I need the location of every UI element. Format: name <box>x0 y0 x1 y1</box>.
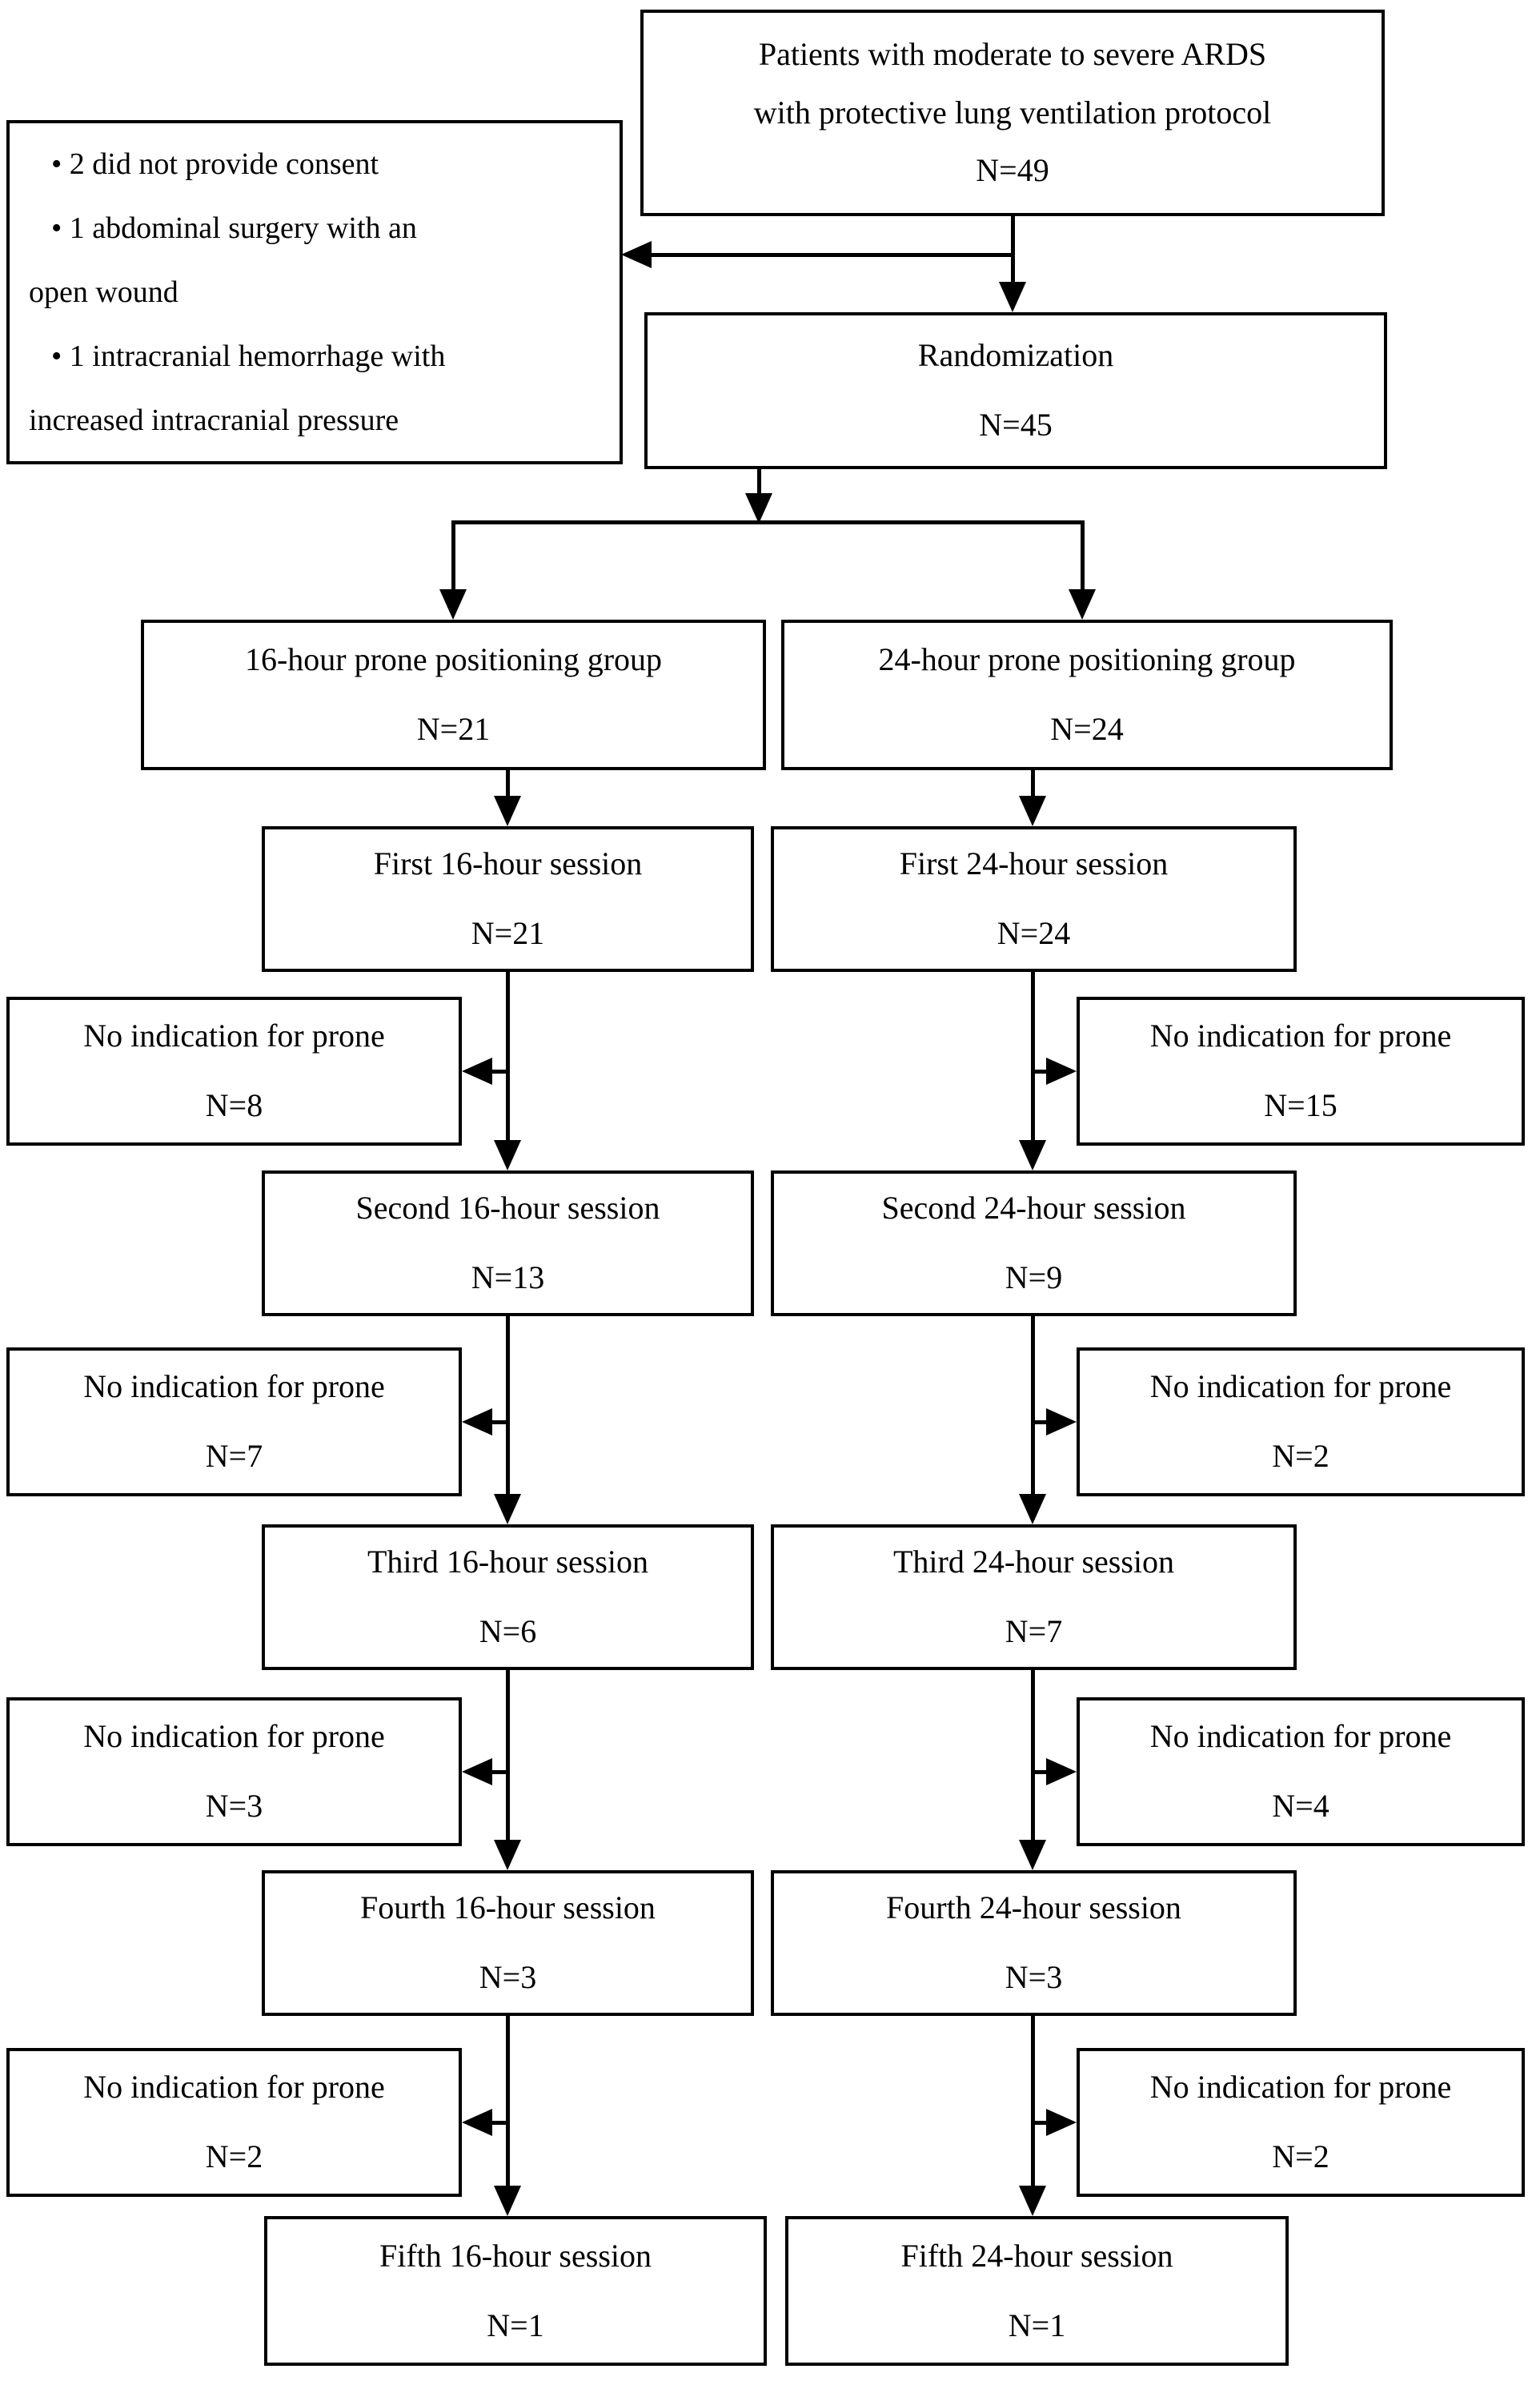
dropout-16h-2-label: No indication for prone <box>83 1368 385 1405</box>
session-box-24h-second <box>771 1170 1297 1316</box>
connector-enrollment-randomization <box>1011 216 1015 285</box>
connector-branch-group-24h <box>1081 520 1085 592</box>
session-box-24h-fourth <box>771 1870 1297 2016</box>
group-16h-count: N=21 <box>416 711 491 747</box>
dropout-24h-4-count: N=2 <box>1272 2138 1329 2174</box>
randomization-count: N=45 <box>979 407 1053 443</box>
exclusion-item-1: • 2 did not provide consent <box>51 147 379 181</box>
arrowhead-into-third-16h <box>494 1494 521 1524</box>
session-box-24h-third <box>771 1524 1297 1670</box>
enrollment-box <box>640 10 1385 216</box>
arrowhead-into-exclusion <box>621 241 652 268</box>
exclusion-item-3-cont: increased intracranial pressure <box>29 404 399 437</box>
connector-branch-group-16h <box>451 520 455 592</box>
session-box-16h-fourth <box>262 1870 754 2016</box>
dropout-box-24h-1 <box>1077 997 1525 1146</box>
arrowhead-into-second-24h <box>1019 1140 1046 1170</box>
dropout-24h-3-count: N=4 <box>1272 1788 1329 1824</box>
dropout-box-16h-4 <box>6 2048 462 2197</box>
session-16h-fifth-label: Fifth 16-hour session <box>379 2237 652 2274</box>
session-24h-second-label: Second 24-hour session <box>881 1190 1186 1227</box>
group-box-16h <box>141 620 766 770</box>
group-24h-label: 24-hour prone positioning group <box>878 641 1296 678</box>
session-24h-third-label: Third 24-hour session <box>892 1544 1175 1580</box>
dropout-box-24h-3 <box>1077 1697 1525 1846</box>
session-24h-first-label: First 24-hour session <box>899 845 1169 882</box>
dropout-16h-4-label: No indication for prone <box>83 2069 385 2106</box>
connector-24h-first-second <box>1031 972 1035 1142</box>
session-16h-fourth-label: Fourth 16-hour session <box>360 1889 656 1926</box>
exclusion-item-3: • 1 intracranial hemorrhage with <box>51 339 446 373</box>
dropout-16h-3-count: N=3 <box>205 1788 263 1824</box>
dropout-16h-2-count: N=7 <box>205 1438 263 1474</box>
session-24h-first-count: N=24 <box>997 915 1071 951</box>
connector-dropout-16h-2 <box>491 1420 510 1424</box>
arrowhead-into-dropout-24h-1 <box>1046 1058 1077 1085</box>
arrowhead-into-group-16h <box>439 589 467 620</box>
arrowhead-into-second-16h <box>494 1140 521 1170</box>
enrollment-count: N=49 <box>976 152 1049 189</box>
randomization-label: Randomization <box>917 337 1114 374</box>
session-24h-second-count: N=9 <box>1005 1259 1063 1295</box>
exclusion-box <box>6 120 623 464</box>
arrowhead-into-dropout-16h-2 <box>462 1408 492 1435</box>
group-16h-label: 16-hour prone positioning group <box>244 641 663 678</box>
session-24h-fifth-count: N=1 <box>1008 2307 1066 2343</box>
session-16h-fifth-count: N=1 <box>487 2307 544 2343</box>
connector-group-first-24h <box>1031 770 1035 799</box>
dropout-box-16h-3 <box>6 1697 462 1846</box>
branch-line <box>451 520 1085 524</box>
session-16h-fourth-count: N=3 <box>479 1959 537 1995</box>
arrowhead-onto-branch <box>745 493 772 524</box>
connector-16h-first-second <box>506 972 510 1142</box>
group-24h-count: N=24 <box>1050 711 1124 747</box>
dropout-16h-1-label: No indication for prone <box>83 1018 385 1054</box>
session-box-16h-third <box>262 1524 754 1670</box>
arrowhead-into-fifth-16h <box>494 2186 521 2216</box>
session-16h-first-label: First 16-hour session <box>373 845 643 882</box>
arrowhead-into-dropout-24h-2 <box>1046 1408 1077 1435</box>
connector-dropout-16h-1 <box>491 1070 510 1074</box>
dropout-16h-4-count: N=2 <box>205 2138 263 2174</box>
arrowhead-into-dropout-24h-3 <box>1046 1758 1077 1785</box>
session-box-16h-fifth <box>264 2216 767 2366</box>
session-24h-third-count: N=7 <box>1005 1613 1063 1649</box>
connector-16h-second-third <box>506 1316 510 1496</box>
dropout-24h-3-label: No indication for prone <box>1149 1718 1452 1755</box>
randomization-box <box>644 312 1387 469</box>
connector-dropout-16h-3 <box>491 1770 510 1774</box>
exclusion-item-2-cont: open wound <box>29 275 178 309</box>
exclusion-item-2: • 1 abdominal surgery with an <box>51 211 417 245</box>
dropout-24h-2-count: N=2 <box>1272 1438 1329 1474</box>
connector-24h-third-fourth <box>1031 1670 1035 1841</box>
connector-16h-fourth-fifth <box>506 2016 510 2187</box>
session-16h-second-label: Second 16-hour session <box>355 1190 660 1227</box>
arrowhead-into-dropout-16h-3 <box>462 1758 492 1785</box>
session-16h-first-count: N=21 <box>471 915 545 951</box>
connector-16h-third-fourth <box>506 1670 510 1841</box>
session-16h-third-label: Third 16-hour session <box>367 1544 649 1580</box>
arrowhead-into-fourth-16h <box>494 1840 521 1870</box>
dropout-16h-1-count: N=8 <box>205 1087 263 1123</box>
group-box-24h <box>781 620 1393 770</box>
session-24h-fourth-label: Fourth 24-hour session <box>886 1889 1181 1926</box>
arrowhead-into-fifth-24h <box>1019 2186 1046 2216</box>
dropout-24h-4-label: No indication for prone <box>1149 2069 1452 2106</box>
enrollment-line1: Patients with moderate to severe ARDS <box>758 35 1267 72</box>
session-24h-fifth-label: Fifth 24-hour session <box>900 2237 1173 2274</box>
connector-24h-second-third <box>1031 1316 1035 1496</box>
session-box-24h-fifth <box>785 2216 1289 2366</box>
connector-to-exclusion <box>650 253 1014 257</box>
arrowhead-into-third-24h <box>1019 1494 1046 1524</box>
arrowhead-into-dropout-16h-4 <box>462 2109 492 2136</box>
arrowhead-into-first-24h <box>1019 796 1046 826</box>
arrowhead-into-group-24h <box>1069 589 1096 620</box>
arrowhead-into-dropout-16h-1 <box>462 1058 492 1085</box>
dropout-24h-1-label: No indication for prone <box>1149 1018 1452 1054</box>
arrowhead-into-fourth-24h <box>1019 1840 1046 1870</box>
dropout-24h-1-count: N=15 <box>1264 1087 1337 1123</box>
dropout-box-24h-2 <box>1077 1347 1525 1496</box>
session-box-16h-first <box>262 826 754 972</box>
session-24h-fourth-count: N=3 <box>1005 1959 1063 1995</box>
dropout-16h-3-label: No indication for prone <box>83 1718 385 1755</box>
connector-randomization-branch <box>757 469 761 496</box>
session-box-16h-second <box>262 1170 754 1316</box>
arrowhead-into-randomization <box>999 282 1026 312</box>
arrowhead-into-dropout-24h-4 <box>1046 2109 1077 2136</box>
connector-group-first-16h <box>506 770 510 799</box>
dropout-box-16h-1 <box>6 997 462 1146</box>
enrollment-line2: with protective lung ventilation protocol <box>753 94 1272 130</box>
connector-24h-fourth-fifth <box>1031 2016 1035 2187</box>
arrowhead-into-first-16h <box>494 796 521 826</box>
connector-dropout-16h-4 <box>491 2121 510 2125</box>
dropout-24h-2-label: No indication for prone <box>1149 1368 1452 1405</box>
session-16h-second-count: N=13 <box>471 1259 545 1295</box>
session-box-24h-first <box>771 826 1297 972</box>
dropout-box-24h-4 <box>1077 2048 1525 2197</box>
session-16h-third-count: N=6 <box>479 1613 537 1649</box>
dropout-box-16h-2 <box>6 1347 462 1496</box>
